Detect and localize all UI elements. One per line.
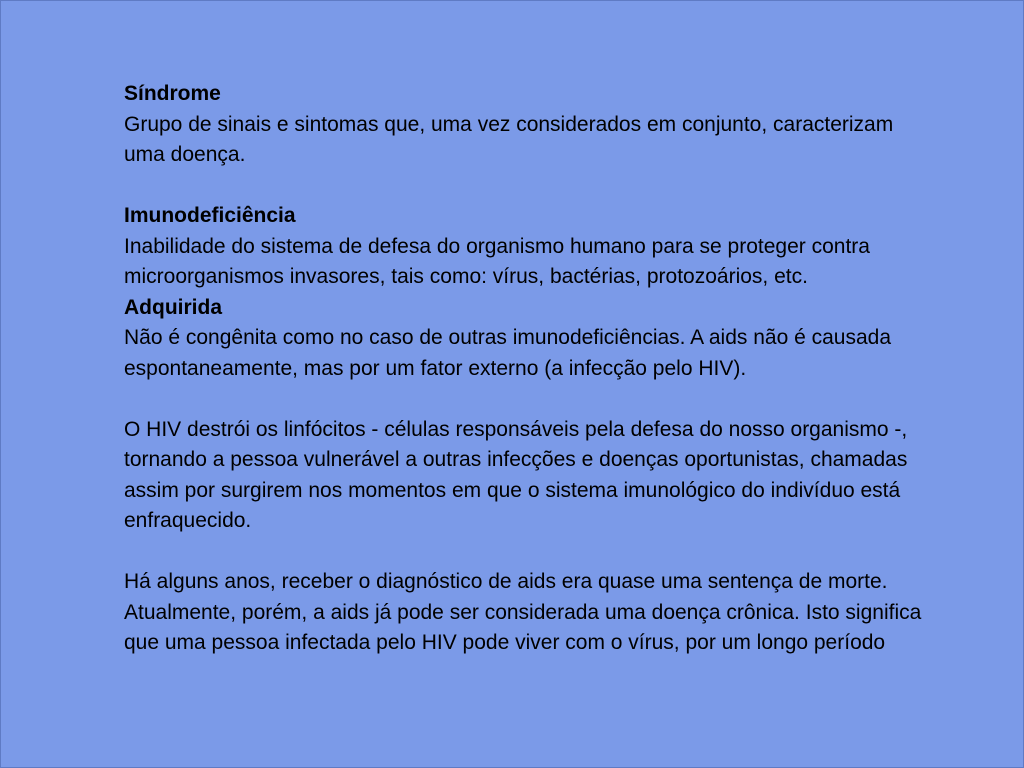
- spacer: [124, 171, 924, 202]
- spacer: [124, 384, 924, 415]
- paragraph-diagnostico: Há alguns anos, receber o diagnóstico de aids era quase uma sentença de morte. Atualmente, porém, a aids já pode ser considerada uma doença crônica. Isto significa que uma pessoa infectada pelo HIV pode viver com o vírus, por um longo período: [124, 570, 922, 654]
- heading-adquirida: Adquirida: [124, 295, 222, 319]
- definition-adquirida: Não é congênita como no caso de outras imunodeficiências. A aids não é causada espontaneamente, mas por um fator externo (a infecção pelo HIV).: [124, 326, 892, 380]
- spacer: [124, 537, 924, 568]
- heading-sindrome: Síndrome: [124, 82, 221, 105]
- definition-sindrome: Grupo de sinais e sintomas que, uma vez considerados em conjunto, caracterizam uma doença.: [124, 112, 894, 166]
- slide-text-body: [124, 79, 924, 659]
- paragraph-hiv: O HIV destrói os linfócitos - células responsáveis pela defesa do nosso organismo -, tornando a pessoa vulnerável a outras infecções e doenças oportunistas, chamadas assim por surgirem nos momentos em que o sistema imunológico do indivíduo está enfraquecido.: [124, 417, 908, 532]
- definition-imunodeficiencia: Inabilidade do sistema de defesa do organismo humano para se proteger contra microorganismos invasores, tais como: vírus, bactérias, protozoários, etc.: [124, 234, 870, 288]
- heading-imunodeficiencia: Imunodeficiência: [124, 204, 296, 227]
